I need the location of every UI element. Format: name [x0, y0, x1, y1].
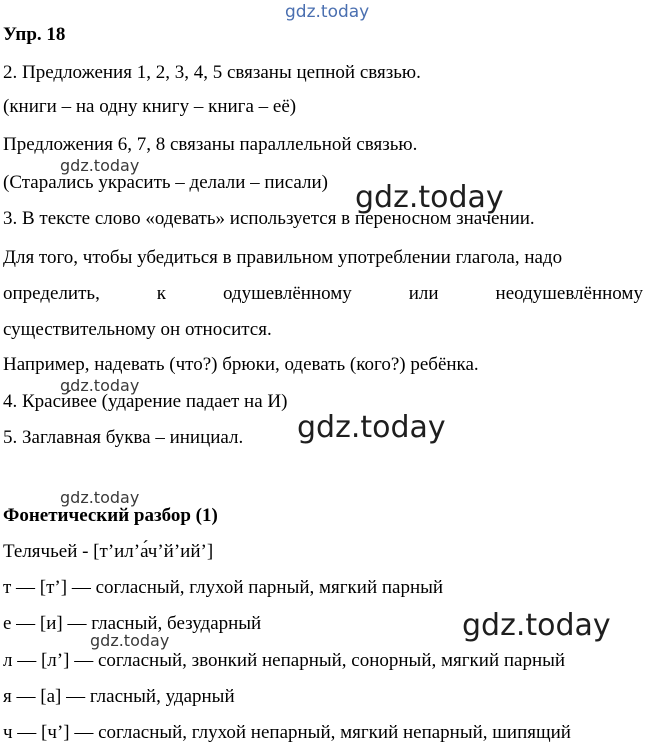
word: или — [408, 283, 439, 304]
watermark-small: gdz.today — [60, 376, 140, 395]
word: неодушевлённому — [495, 283, 643, 304]
phonetic-heading: Фонетический разбор (1) — [3, 505, 218, 526]
text-line-3c — [3, 283, 643, 305]
phonetic-line: л — [л’] — согласный, звонкий непарный, сонорный, мягкий парный — [3, 650, 566, 671]
text-line-4: 4. Краси́вее (ударение падает на И) — [3, 391, 288, 412]
word: одушевлённому — [222, 283, 352, 304]
watermark-large: gdz.today — [355, 180, 504, 215]
word: к — [156, 283, 167, 304]
text-line-3: 3. В тексте слово «одевать» используется в переносном значении. — [3, 208, 535, 229]
text-line-chain: 2. Предложения 1, 2, 3, 4, 5 связаны цепной связью. — [3, 62, 421, 83]
watermark-small: gdz.today — [90, 631, 170, 650]
watermark-large: gdz.today — [462, 608, 611, 643]
text-line-3d: существительному он относится. — [3, 319, 272, 340]
watermark-top: gdz.today — [285, 2, 370, 22]
phonetic-line: е — [и] — гласный, безударный — [3, 613, 262, 634]
watermark-large: gdz.today — [297, 410, 446, 445]
watermark-small: gdz.today — [60, 156, 140, 175]
phonetic-word: Телячьей - [т’ил’а́ч’й’ий’] — [3, 541, 214, 562]
text-line-parallel: Предложения 6, 7, 8 связаны параллельной связью. — [3, 134, 418, 155]
text-line-chain-example: (книги – на одну книгу – книга – её) — [3, 96, 297, 117]
phonetic-line: я — [а] — гласный, ударный — [3, 686, 235, 707]
text-line-5: 5. Заглавная буква – инициал. — [3, 427, 244, 448]
exercise-title: Упр. 18 — [3, 24, 66, 45]
text-line-3b: Для того, чтобы убедиться в правильном употреблении глагола, надо — [3, 247, 563, 268]
phonetic-line: ч — [ч’] — согласный, глухой непарный, мягкий непарный, шипящий — [3, 722, 571, 743]
text-line-parallel-example: (Старались украсить – делали – писали) — [3, 172, 328, 193]
watermark-small: gdz.today — [60, 488, 140, 507]
word: определить, — [3, 283, 100, 304]
text-line-example: Например, надевать (что?) брюки, одевать (кого?) ребёнка. — [3, 354, 479, 375]
phonetic-line: т — [т’] — согласный, глухой парный, мягкий парный — [3, 577, 444, 598]
